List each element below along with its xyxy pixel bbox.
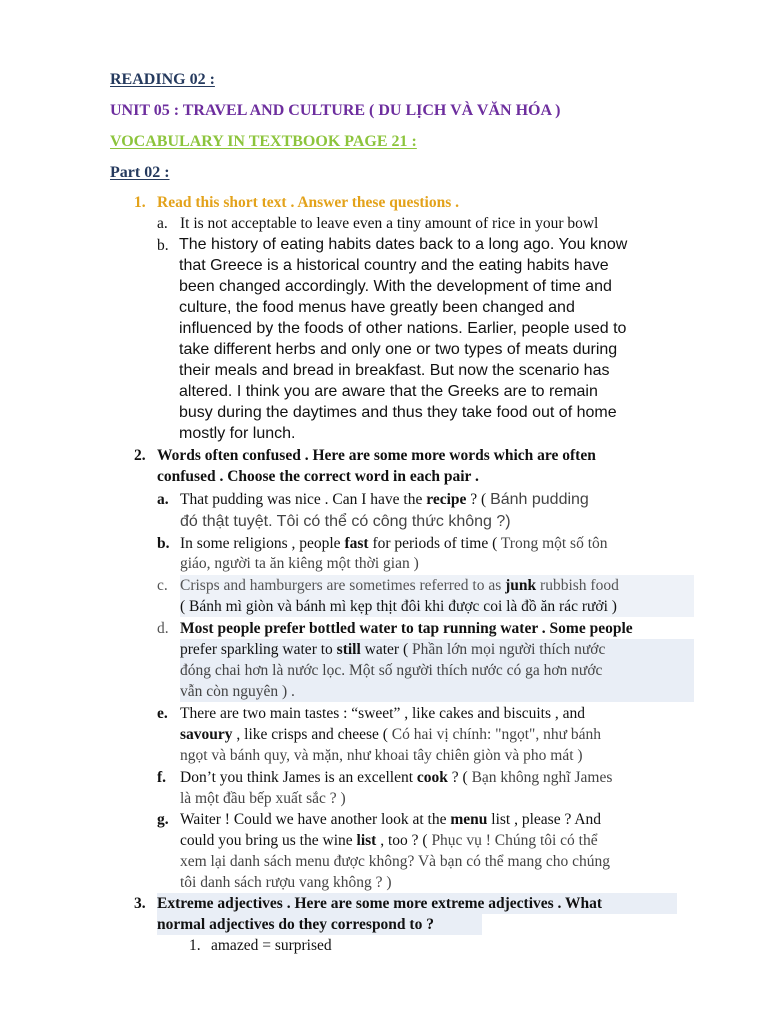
q2d-line2: prefer sparkling water to still water ( Phần lớn mọi người thích nước bbox=[180, 639, 694, 660]
q1-title: Read this short text . Answer these questions . bbox=[157, 194, 459, 211]
q1b-letter: b. bbox=[157, 237, 169, 254]
q2e-line3: ngọt và bánh quy, và mặn, như khoai tây chiên giòn và pho mát ) bbox=[180, 747, 583, 764]
q2d-line3: đóng chai hơn là nước lọc. Một số người thích nước có ga hơn nước bbox=[180, 660, 694, 681]
q2a-line1: That pudding was nice . Can I have the recipe ? ( Bánh pudding bbox=[180, 491, 589, 508]
passage-line: that Greece is a historical country and the eating habits have bbox=[179, 257, 609, 274]
q2d-letter: d. bbox=[157, 620, 169, 637]
passage-line: their meals and bread in breakfast. But now the scenario has bbox=[179, 362, 610, 379]
q3-number: 3. bbox=[134, 895, 146, 912]
q2a-letter: a. bbox=[157, 491, 169, 508]
q2g-line3: xem lại danh sách menu được không? Và bạn có thể mang cho chúng bbox=[180, 853, 610, 870]
q1b-passage bbox=[179, 234, 627, 444]
q2e-line2: savoury , like crisps and cheese ( Có hai vị chính: "ngọt", như bánh bbox=[180, 726, 601, 743]
q1-number: 1. bbox=[134, 194, 146, 211]
passage-line: influenced by the foods of other nations. Earlier, people used to bbox=[179, 320, 627, 337]
passage-line: been changed accordingly. With the development of time and bbox=[179, 278, 612, 295]
q1a-text: It is not acceptable to leave even a tiny amount of rice in your bowl bbox=[180, 215, 599, 232]
q2d-line1: Most people prefer bottled water to tap running water . Some people bbox=[180, 620, 633, 637]
passage-line: busy during the daytimes and thus they take food out of home bbox=[179, 404, 617, 421]
q2b-letter: b. bbox=[157, 535, 170, 552]
q2-title-line1: Words often confused . Here are some more words which are often bbox=[157, 447, 596, 464]
passage-line: mostly for lunch. bbox=[179, 425, 296, 442]
q2e-letter: e. bbox=[157, 705, 168, 722]
q2d-line4: vẫn còn nguyên ) . bbox=[180, 681, 694, 702]
q2b-line1: In some religions , people fast for periods of time ( Trong một số tôn bbox=[180, 535, 608, 552]
passage-line: altered. I think you are aware that the Greeks are to remain bbox=[179, 383, 598, 400]
q2f-line1: Don’t you think James is an excellent cook ? ( Bạn không nghĩ James bbox=[180, 769, 613, 786]
q2f-line2: là một đầu bếp xuất sắc ? ) bbox=[180, 790, 346, 807]
q1a-letter: a. bbox=[157, 215, 168, 232]
q2g-line4: tôi danh sách rượu vang không ? ) bbox=[180, 874, 392, 891]
q3-title-line2: normal adjectives do they correspond to ? bbox=[157, 914, 482, 935]
q2c-line2: ( Bánh mì giòn và bánh mì kẹp thịt đôi khi được coi là đồ ăn rác rưởi ) bbox=[180, 596, 694, 617]
q2a-line2: đó thật tuyệt. Tôi có thể có công thức không ?) bbox=[180, 513, 511, 530]
passage-line: culture, the food menus have greatly been changed and bbox=[179, 299, 575, 316]
reading-heading: READING 02 : bbox=[110, 71, 215, 88]
q2g-line1: Waiter ! Could we have another look at the menu list , please ? And bbox=[180, 811, 602, 828]
q2e-line1: There are two main tastes : “sweet” , like cakes and biscuits , and bbox=[180, 705, 586, 722]
q3-title-line1: Extreme adjectives . Here are some more extreme adjectives . What bbox=[157, 893, 677, 914]
q2c-line1: Crisps and hamburgers are sometimes referred to as junk rubbish food bbox=[180, 575, 694, 596]
q3-item-text: amazed = surprised bbox=[211, 937, 332, 954]
q3-item-number: 1. bbox=[189, 937, 201, 954]
q2-number: 2. bbox=[134, 447, 146, 464]
q2-title-line2: confused . Choose the correct word in each pair . bbox=[157, 468, 479, 485]
q2g-line2: could you bring us the wine list , too ? ( Phục vụ ! Chúng tôi có thể bbox=[180, 832, 598, 849]
q2g-letter: g. bbox=[157, 811, 169, 828]
passage-line: The history of eating habits dates back to a long ago. You know bbox=[179, 236, 628, 253]
q2b-line2: giáo, người ta ăn kiêng một thời gian ) bbox=[180, 555, 419, 572]
q2c-letter: c. bbox=[157, 577, 168, 594]
q2f-letter: f. bbox=[157, 769, 167, 786]
passage-line: take different herbs and only one or two types of meats during bbox=[179, 341, 618, 358]
vocab-heading: VOCABULARY IN TEXTBOOK PAGE 21 : bbox=[110, 133, 417, 150]
unit-heading: UNIT 05 : TRAVEL AND CULTURE ( DU LỊCH VÀ VĂN HÓA ) bbox=[110, 102, 561, 119]
part-heading: Part 02 : bbox=[110, 164, 170, 181]
